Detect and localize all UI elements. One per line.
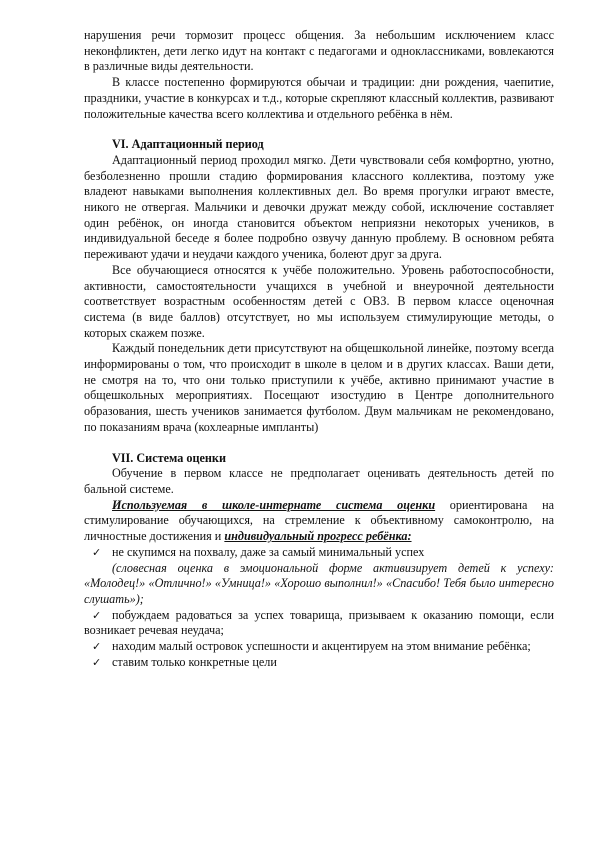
paragraph-no-grades: Обучение в первом классе не предполагает оценивать деятельность детей по бальной системе.	[84, 466, 554, 496]
paragraph-adaptation: Адаптационный период проходил мягко. Дети чувствовали себя комфортно, уютно, безболезненно прошли стадию формирования классного коллектива, поэтому уже владеют навыками выполнения коллективных дел. Во время прогулки играют вместе, никого не отвергая. Мальчики и девочки дружат между собой, исключение составляет один ребёнок, он иногда становится объектом неприязни некоторых учеников, в индивидуальной беседе я более подробно озвучу данную проблему. В основном ребята переживают удачи и неудачи каждого ученика, болеют друг за друга.	[84, 152, 554, 262]
bullet-text: побуждаем радоваться за успех товарища, призываем к оказанию помощи, если возникает речевая неудача;	[84, 607, 554, 638]
paragraph-activities: Каждый понедельник дети присутствуют на общешкольной линейке, поэтому всегда информированы о том, что происходит в школе в целом и в других классах. Ваши дети, не смотря на то, что они только приступили к учёбе, активно принимают участие в общешкольных мероприятиях. Посещают изостудию в Центре дополнительного образования, шесть учеников занимается футболом. Двум мальчикам не рекомендовано, по показаниям врача (кохлеарные импланты)	[84, 341, 554, 434]
bullet-text: ставим только конкретные цели	[112, 654, 277, 669]
paragraph-speech: нарушения речи тормозит процесс общения. За небольшим исключением класс неконфликтен, дети легко идут на контакт с педагогами и одноклассниками, вовлекаются в различные виды деятельности.	[84, 28, 554, 74]
bullet-item	[84, 655, 554, 671]
checkmark-icon: ✓	[92, 608, 102, 622]
bullet-item	[84, 608, 554, 639]
bullet-text: находим малый островок успешности и акцентируем на этом внимание ребёнка;	[112, 639, 531, 654]
assessment-mid-text: ориентирована на стимулирование обучающихся, на стремление к объективному самоконтролю, на личностные достижения и	[84, 497, 555, 544]
document-body	[84, 28, 554, 670]
assessment-progress-text: индивидуальный прогресс ребёнка:	[224, 529, 412, 544]
section-heading-adaptation: VI. Адаптационный период	[112, 137, 264, 152]
section-heading-assessment: VII. Система оценки	[112, 450, 226, 465]
checkmark-icon: ✓	[92, 655, 102, 669]
italic-note: (словесная оценка в эмоциональной форме активизирует детей к успеху: «Молодец!» «Отлично!» «Умница!» «Хорошо выполнил!» «Спасибо! Тебя было интересно слушать»);	[84, 560, 554, 606]
paragraph-assessment-system	[84, 498, 554, 545]
checkmark-icon: ✓	[92, 545, 102, 559]
paragraph-traditions: В классе постепенно формируются обычаи и традиции: дни рождения, чаепитие, праздники, участие в конкурсах и т.д., которые скрепляют классный коллектив, развивают положительные качества всего коллектива и отдельного ребёнка в нём.	[84, 75, 554, 121]
paragraph-attitude: Все обучающиеся относятся к учёбе положительно. Уровень работоспособности, активности, самостоятельности учащихся в учебной и внеурочной деятельности соответствует возрастным особенностям детей с ОВЗ. В первом классе оценочная система (в виде баллов) отсутствует, но мы используем стимулирующие методы, о которых скажем позже.	[84, 262, 554, 340]
bullet-item	[84, 639, 554, 655]
assessment-lead-text: Используемая в школе-интернате система оценки	[112, 497, 436, 512]
bullet-text: не скупимся на похвалу, даже за самый минимальный успех	[112, 544, 425, 559]
bullet-item	[84, 545, 554, 561]
checkmark-icon: ✓	[92, 640, 102, 654]
